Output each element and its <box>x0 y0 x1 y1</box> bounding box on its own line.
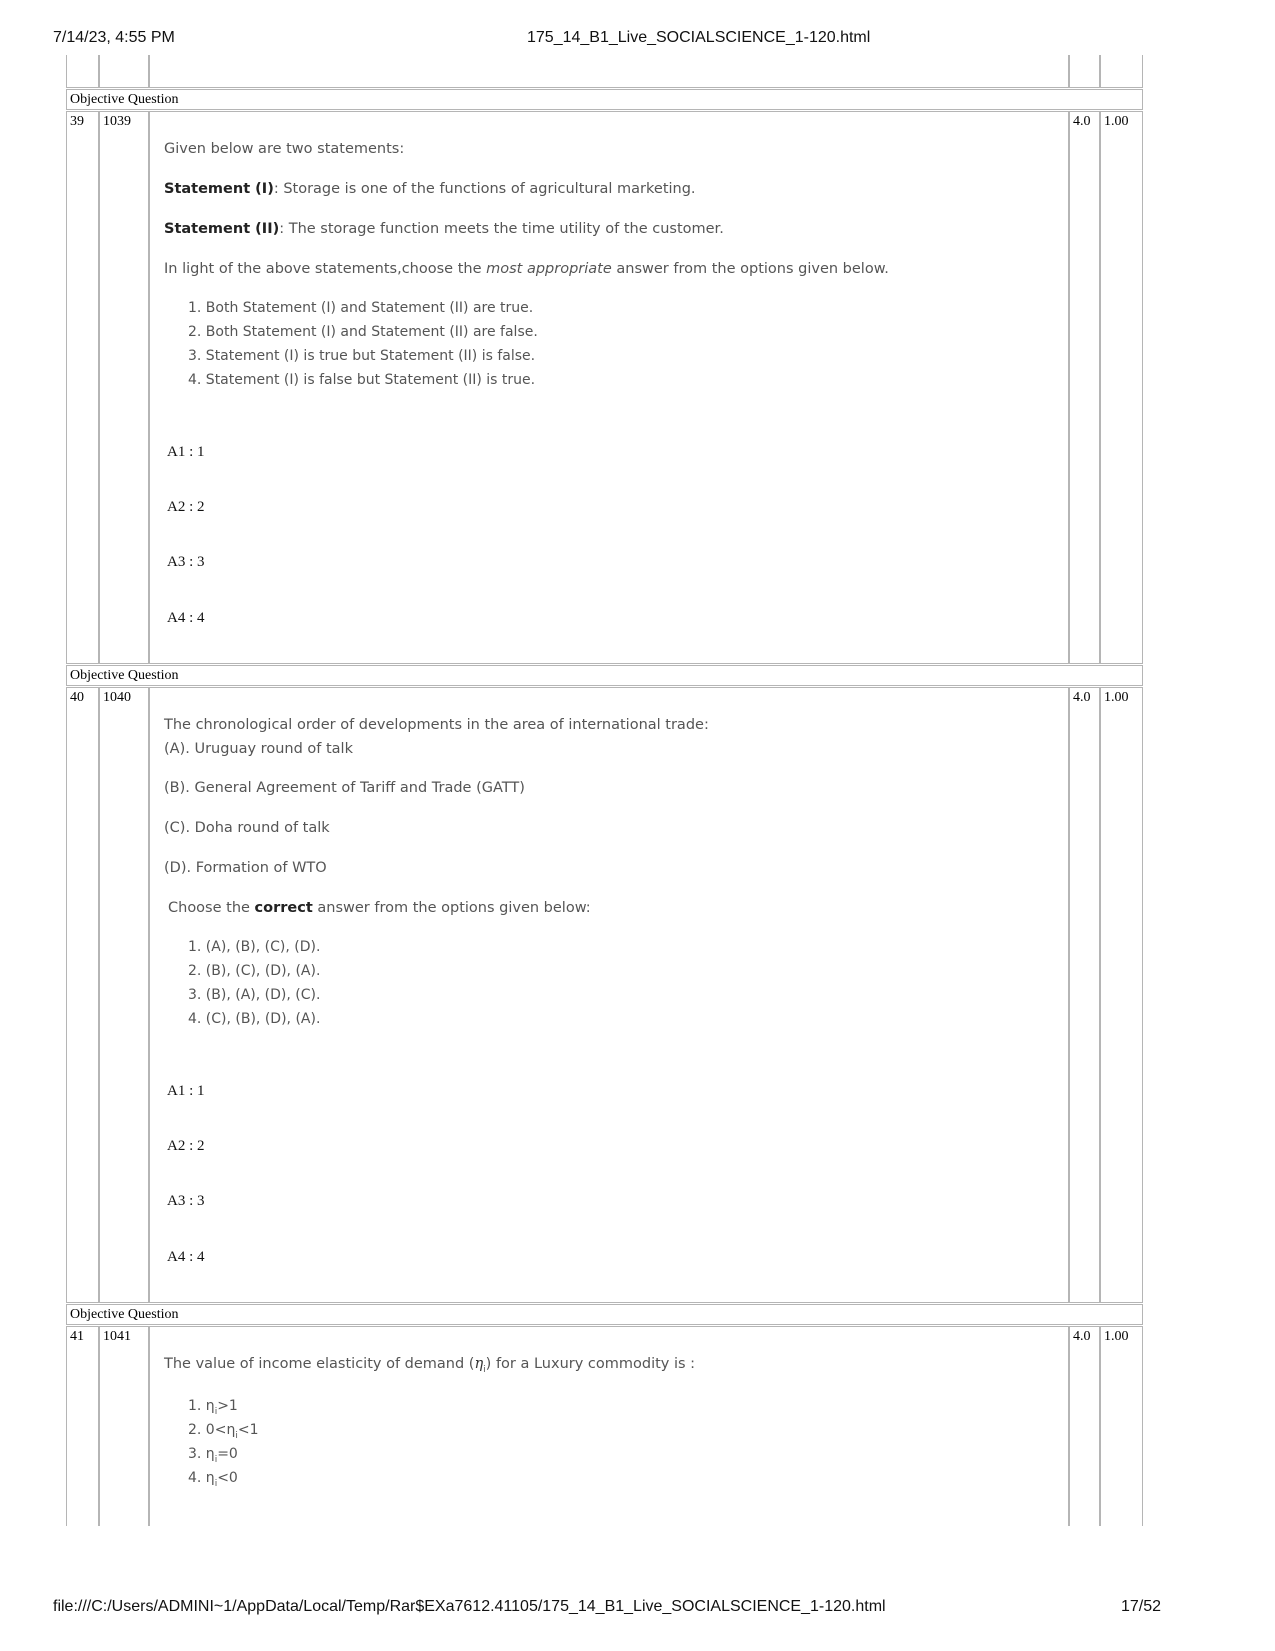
option-text: <1 <box>237 1422 259 1438</box>
statement-2 <box>164 221 724 237</box>
option-text: 3. η <box>188 1446 215 1462</box>
option-text: 2. 0<η <box>188 1422 236 1438</box>
option <box>188 1446 238 1465</box>
subscript: i <box>214 1454 218 1465</box>
instruction-text: answer from the options given below: <box>312 900 591 916</box>
section-label: Objective Question <box>66 1304 1143 1325</box>
question-intro: The chronological order of developments in the area of international trade: <box>164 717 709 733</box>
option: 2. (B), (C), (D), (A). <box>188 963 321 979</box>
instruction-text: Choose the <box>168 900 255 916</box>
question-id: 1041 <box>99 1326 149 1526</box>
section-label: Objective Question <box>66 665 1143 686</box>
item: (D). Formation of WTO <box>164 860 327 876</box>
answer-option: A1 : 1 <box>167 444 205 460</box>
intro-text: The value of income elasticity of demand ( <box>164 1356 475 1372</box>
marks: 4.0 <box>1069 1326 1100 1526</box>
statement-label: Statement (II) <box>164 221 280 237</box>
option <box>188 1398 238 1417</box>
neg-cell <box>1100 55 1143 88</box>
answer-option: A1 : 1 <box>167 1083 205 1099</box>
section-label: Objective Question <box>66 89 1143 110</box>
question-number: 41 <box>66 1326 99 1526</box>
answer-option: A3 : 3 <box>167 554 205 570</box>
option: 3. Statement (I) is true but Statement (II) is false. <box>188 348 536 364</box>
item: (A). Uruguay round of talk <box>164 741 353 757</box>
statement-1 <box>164 181 696 197</box>
option-text: <0 <box>217 1470 238 1486</box>
answer-option: A4 : 4 <box>167 1249 205 1265</box>
option: 2. Both Statement (I) and Statement (II) are false. <box>188 324 538 340</box>
answer-option: A3 : 3 <box>167 1193 205 1209</box>
subscript: i <box>235 1430 238 1441</box>
marks-cell <box>1069 55 1100 88</box>
instruction-emphasis: correct <box>254 900 313 916</box>
item: (C). Doha round of talk <box>164 820 330 836</box>
statement-text: : Storage is one of the functions of agricultural marketing. <box>273 181 696 197</box>
option-text: =0 <box>217 1446 238 1462</box>
option <box>188 1422 258 1441</box>
question-number: 40 <box>66 687 99 1303</box>
option-text: 1. η <box>188 1398 215 1414</box>
item: (B). General Agreement of Tariff and Trade (GATT) <box>164 780 525 796</box>
negative-marks: 1.00 <box>1100 1326 1143 1526</box>
question-id: 1039 <box>99 111 149 664</box>
instruction-text: In light of the above statements,choose the <box>164 261 487 277</box>
answer-option: A2 : 2 <box>167 499 205 515</box>
option: 1. Both Statement (I) and Statement (II) are true. <box>188 300 534 316</box>
intro-text: ) for a Luxury commodity is : <box>485 1356 696 1372</box>
negative-marks: 1.00 <box>1100 111 1143 664</box>
content-cell <box>149 55 1069 88</box>
option: 4. (C), (B), (D), (A). <box>188 1011 321 1027</box>
answer-option: A2 : 2 <box>167 1138 205 1154</box>
option: 3. (B), (A), (D), (C). <box>188 987 321 1003</box>
option: 4. Statement (I) is false but Statement (II) is true. <box>188 372 536 388</box>
instruction-text: answer from the options given below. <box>611 261 889 277</box>
statement-label: Statement (I) <box>164 181 274 197</box>
instruction-emphasis: most appropriate <box>486 261 612 277</box>
print-datetime: 7/14/23, 4:55 PM <box>53 29 175 46</box>
negative-marks: 1.00 <box>1100 687 1143 1303</box>
subscript: i <box>483 1364 486 1375</box>
question-intro: Given below are two statements: <box>164 141 405 157</box>
eta-symbol: η <box>474 1356 484 1372</box>
statement-text: : The storage function meets the time utility of the customer. <box>279 221 724 237</box>
option: 1. (A), (B), (C), (D). <box>188 939 321 955</box>
print-file-path: file:///C:/Users/ADMINI~1/AppData/Local/Temp/Rar$EXa7612.41105/175_14_B1_Live_SOCIALSCIENCE_1-120.html <box>53 1598 886 1615</box>
question-id: 1040 <box>99 687 149 1303</box>
page-number: 17/52 <box>1121 1598 1162 1615</box>
subscript: i <box>214 1406 218 1417</box>
subscript: i <box>214 1478 218 1489</box>
question-intro <box>164 1356 695 1375</box>
marks: 4.0 <box>1069 111 1100 664</box>
marks: 4.0 <box>1069 687 1100 1303</box>
id-cell <box>99 55 149 88</box>
option-text: >1 <box>217 1398 238 1414</box>
question-number: 39 <box>66 111 99 664</box>
answer-option: A4 : 4 <box>167 610 205 626</box>
print-title: 175_14_B1_Live_SOCIALSCIENCE_1-120.html <box>527 29 871 46</box>
option-text: 4. η <box>188 1470 215 1486</box>
instruction <box>164 261 889 277</box>
option <box>188 1470 238 1489</box>
instruction <box>168 900 591 916</box>
sno-cell <box>66 55 99 88</box>
